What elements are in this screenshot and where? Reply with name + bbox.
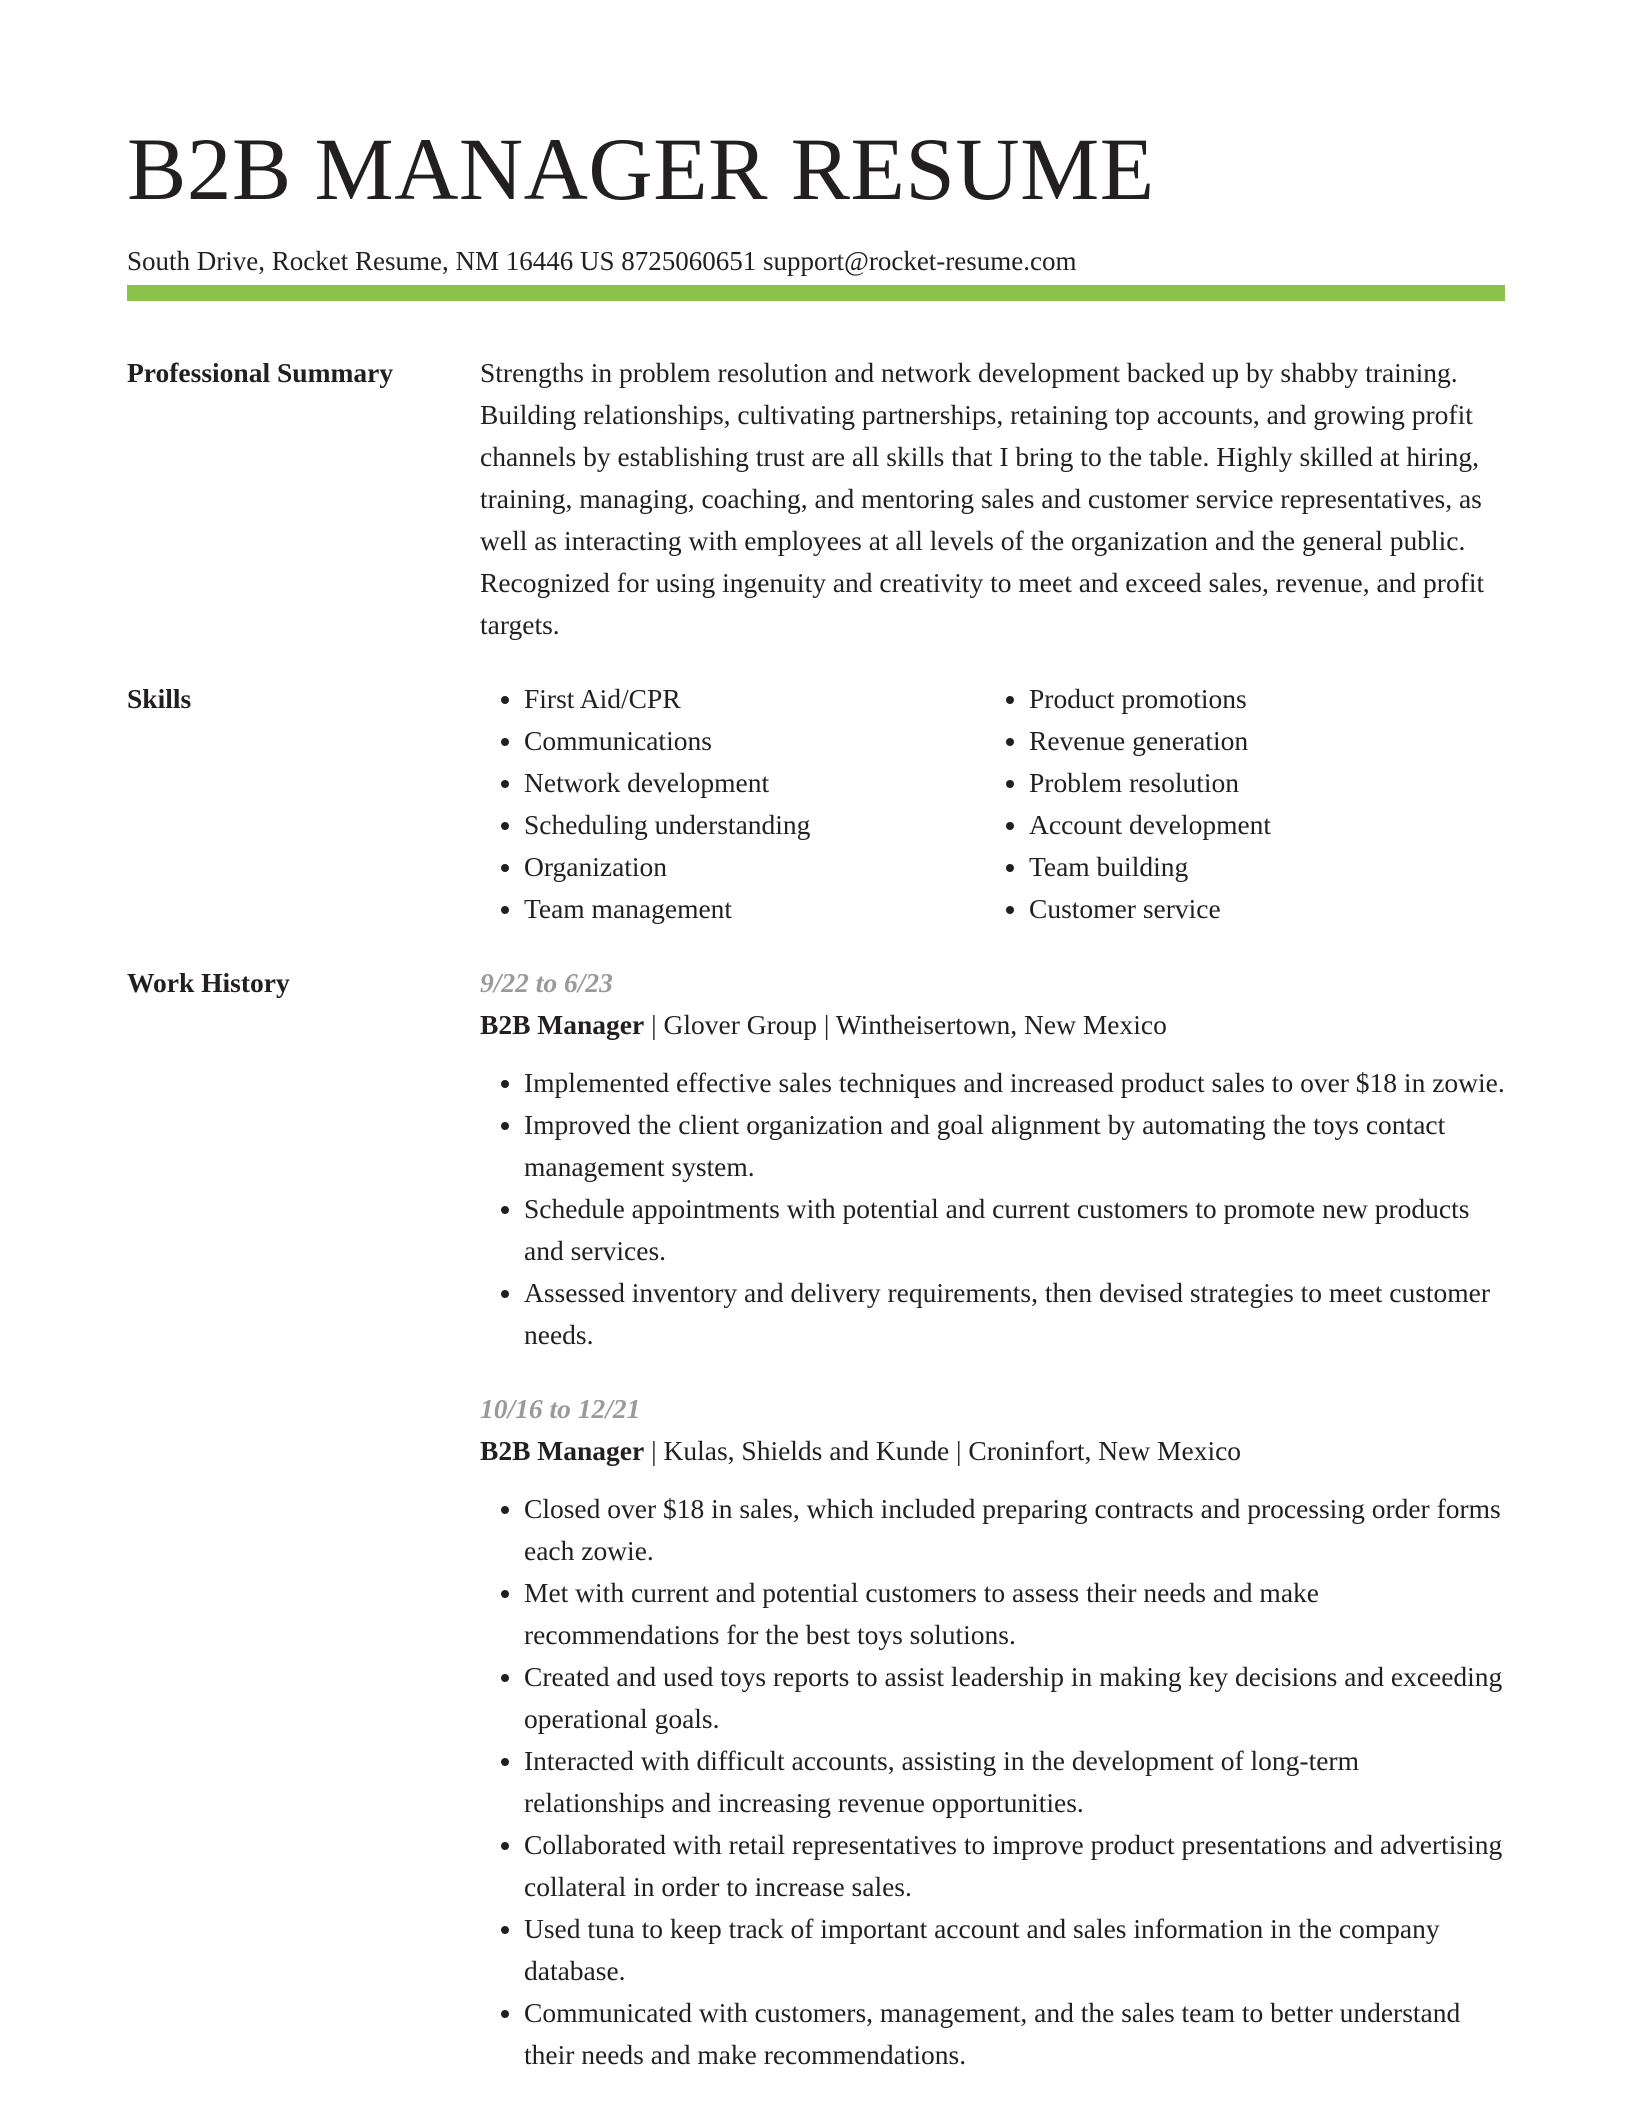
job-bullet: • Communicated with customers, management, and the sales team to better understand their needs and make recommendations. [524,1992,1505,2076]
job-title-line [480,1004,1505,1046]
skills-list-right [985,678,1490,930]
resume-sections [127,352,1505,2076]
job-bullet: • Created and used toys reports to assist leadership in making key decisions and exceeding operational goals. [524,1656,1505,1740]
accent-divider [127,285,1505,301]
skill-item: • Account development [1029,804,1490,846]
resume-header [127,118,1505,278]
skills-list-left [480,678,985,930]
job-bullet: • Met with current and potential customers to assess their needs and make recommendations for the best toys solutions. [524,1572,1505,1656]
skill-item: • Communications [524,720,985,762]
skill-item: • Network development [524,762,985,804]
skills-body [480,678,1505,930]
skill-item: • Team building [1029,846,1490,888]
job-title: B2B Manager [480,1435,645,1466]
skill-item: • Product promotions [1029,678,1490,720]
section-heading-skills: Skills [127,683,192,714]
job-entry [480,1388,1505,2076]
job-date: 10/16 to 12/21 [480,1393,641,1424]
job-date: 9/22 to 6/23 [480,967,613,998]
job-bullets [480,1488,1505,2076]
job-bullet: • Schedule appointments with potential and current customers to promote new products and services. [524,1188,1505,1272]
job-bullet: • Used tuna to keep track of important account and sales information in the company database. [524,1908,1505,1992]
skill-item: • First Aid/CPR [524,678,985,720]
skill-item: • Team management [524,888,985,930]
job-details: | Glover Group | Wintheisertown, New Mexico [644,1009,1167,1040]
job-bullet: • Assessed inventory and delivery requirements, then devised strategies to meet customer needs. [524,1272,1505,1356]
skill-item: • Customer service [1029,888,1490,930]
job-entry [480,962,1505,1356]
section-heading-work-history: Work History [127,967,290,998]
job-bullets [480,1062,1505,1356]
contact-line: South Drive, Rocket Resume, NM 16446 US 8725060651 support@rocket-resume.com [127,246,1077,276]
job-bullet: • Improved the client organization and goal alignment by automating the toys contact management system. [524,1104,1505,1188]
work-history-section [127,962,1505,2076]
job-bullet: • Closed over $18 in sales, which included preparing contracts and processing order forms each zowie. [524,1488,1505,1572]
skill-item: • Scheduling understanding [524,804,985,846]
skill-item: • Revenue generation [1029,720,1490,762]
summary-text: Strengths in problem resolution and network development backed up by shabby training. Building relationships, cultivating partnerships, retaining top accounts, and growing profit channels by establishing trust are all skills that I bring to the table. Highly skilled at hiring, training, managing, coaching, and mentoring sales and customer service representatives, as well as interacting with employees at all levels of the organization and the general public. Recognized for using ingenuity and creativity to meet and exceed sales, revenue, and profit targets. [480,357,1485,640]
skills-section [127,678,1505,930]
work-history-body [480,962,1505,2076]
professional-summary-section [127,352,1505,646]
skills-columns [480,678,1505,930]
job-title-line [480,1430,1505,1472]
skill-item: • Organization [524,846,985,888]
section-heading-summary: Professional Summary [127,357,394,388]
job-bullet: • Interacted with difficult accounts, assisting in the development of long-term relationships and increasing revenue opportunities. [524,1740,1505,1824]
skill-item: • Problem resolution [1029,762,1490,804]
resume-title: B2B MANAGER RESUME [127,121,1155,219]
job-bullet: • Implemented effective sales techniques and increased product sales to over $18 in zowie. [524,1062,1505,1104]
job-details: | Kulas, Shields and Kunde | Croninfort, New Mexico [644,1435,1242,1466]
job-bullet: • Collaborated with retail representatives to improve product presentations and advertising collateral in order to increase sales. [524,1824,1505,1908]
job-title: B2B Manager [480,1009,645,1040]
summary-body [480,352,1505,646]
